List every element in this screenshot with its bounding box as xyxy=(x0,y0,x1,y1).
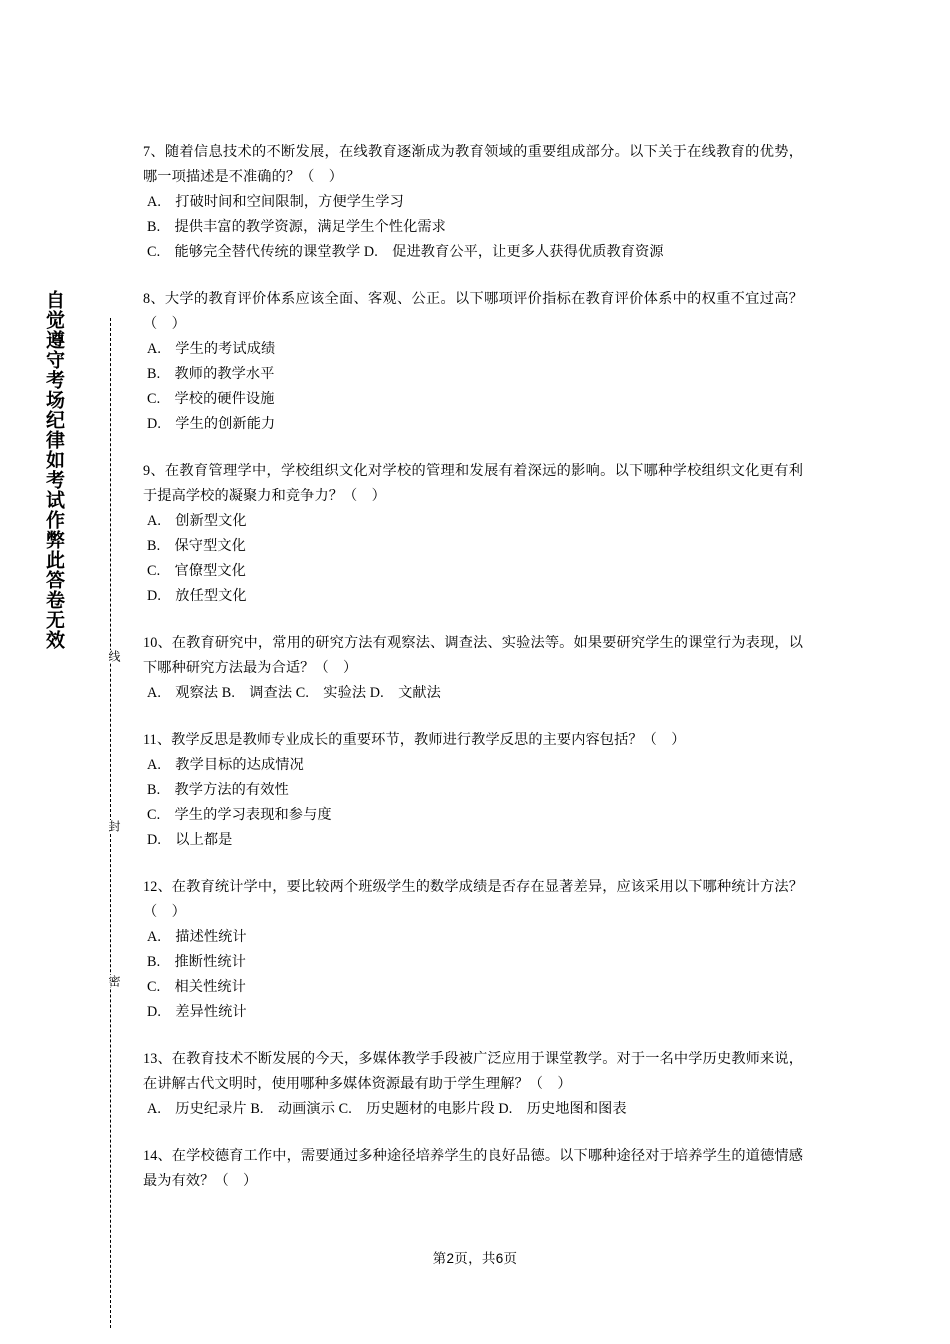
question-stem: 10、在教育研究中，常用的研究方法有观察法、调查法、实验法等。如果要研究学生的课堂行为表现，以下哪种研究方法最为合适？（ ） xyxy=(143,635,803,676)
question-stem: 13、在教育技术不断发展的今天，多媒体教学手段被广泛应用于课堂教学。对于一名中学历史教师来说，在讲解古代文明时，使用哪种多媒体资源最有助于学生理解？（ ） xyxy=(143,1051,803,1092)
footer-page-number: 2 xyxy=(446,1251,455,1266)
question-option: A. 描述性统计 xyxy=(147,929,247,945)
question-item xyxy=(143,459,803,609)
question-option: C. 学生的学习表现和参与度 xyxy=(147,807,332,823)
question-stem: 14、在学校德育工作中，需要通过多种途径培养学生的良好品德。以下哪种途径对于培养学生的道德情感最为有效？（ ） xyxy=(143,1148,803,1189)
question-option: A. 教学目标的达成情况 xyxy=(147,757,304,773)
question-option: B. 提供丰富的教学资源，满足学生个性化需求 xyxy=(147,219,446,235)
question-option: D. 学生的创新能力 xyxy=(147,416,276,432)
question-item xyxy=(143,875,803,1025)
question-option: B. 推断性统计 xyxy=(147,954,246,970)
question-option: B. 教学方法的有效性 xyxy=(147,782,289,798)
question-option: A. 创新型文化 xyxy=(147,513,247,529)
question-option: A. 观察法 B. 调查法 C. 实验法 D. 文献法 xyxy=(147,685,441,701)
question-option: D. 差异性统计 xyxy=(147,1004,247,1020)
footer-middle: 页，共 xyxy=(454,1251,496,1266)
question-option: C. 相关性统计 xyxy=(147,979,246,995)
question-option: C. 学校的硬件设施 xyxy=(147,391,275,407)
footer-suffix: 页 xyxy=(503,1251,518,1266)
fold-label-seal: 封 xyxy=(99,820,121,832)
question-option: A. 学生的考试成绩 xyxy=(147,341,276,357)
page-footer xyxy=(0,1247,950,1267)
question-option: C. 能够完全替代传统的课堂教学 D. 促进教育公平，让更多人获得优质教育资源 xyxy=(147,244,664,260)
question-item xyxy=(143,1144,803,1194)
question-stem: 7、随着信息技术的不断发展，在线教育逐渐成为教育领域的重要组成部分。以下关于在线教育的优势，哪一项描述是不准确的？（ ） xyxy=(143,144,803,185)
question-stem: 9、在教育管理学中，学校组织文化对学校的管理和发展有着深远的影响。以下哪种学校组织文化更有利于提高学校的凝聚力和竞争力？（ ） xyxy=(143,463,803,504)
question-stem: 8、大学的教育评价体系应该全面、客观、公正。以下哪项评价指标在教育评价体系中的权重不宜过高？（ ） xyxy=(143,291,803,332)
question-stem: 11、教学反思是教师专业成长的重要环节，教师进行教学反思的主要内容包括？（ ） xyxy=(143,732,686,748)
footer-prefix: 第 xyxy=(432,1251,447,1266)
question-stem: 12、在教育统计学中，要比较两个班级学生的数学成绩是否存在显著差异，应该采用以下哪种统计方法？（ ） xyxy=(143,879,803,920)
question-item xyxy=(143,728,803,853)
footer-total-pages: 6 xyxy=(495,1251,504,1266)
question-option: A. 打破时间和空间限制，方便学生学习 xyxy=(147,194,404,210)
question-item xyxy=(143,140,803,265)
question-item xyxy=(143,1047,803,1122)
question-option: D. 以上都是 xyxy=(147,832,233,848)
question-option: A. 历史纪录片 B. 动画演示 C. 历史题材的电影片段 D. 历史地图和图表 xyxy=(147,1101,627,1117)
question-item xyxy=(143,631,803,706)
question-option: B. 教师的教学水平 xyxy=(147,366,275,382)
fold-label-secret: 密 xyxy=(99,975,121,987)
question-option: B. 保守型文化 xyxy=(147,538,246,554)
exam-discipline-note: 自觉遵守考场纪律如考试作弊此答卷无效 xyxy=(43,290,64,650)
question-list xyxy=(143,140,803,1216)
question-option: D. 放任型文化 xyxy=(147,588,247,604)
question-option: C. 官僚型文化 xyxy=(147,563,246,579)
fold-label-line: 线 xyxy=(99,650,121,662)
question-item xyxy=(143,287,803,437)
